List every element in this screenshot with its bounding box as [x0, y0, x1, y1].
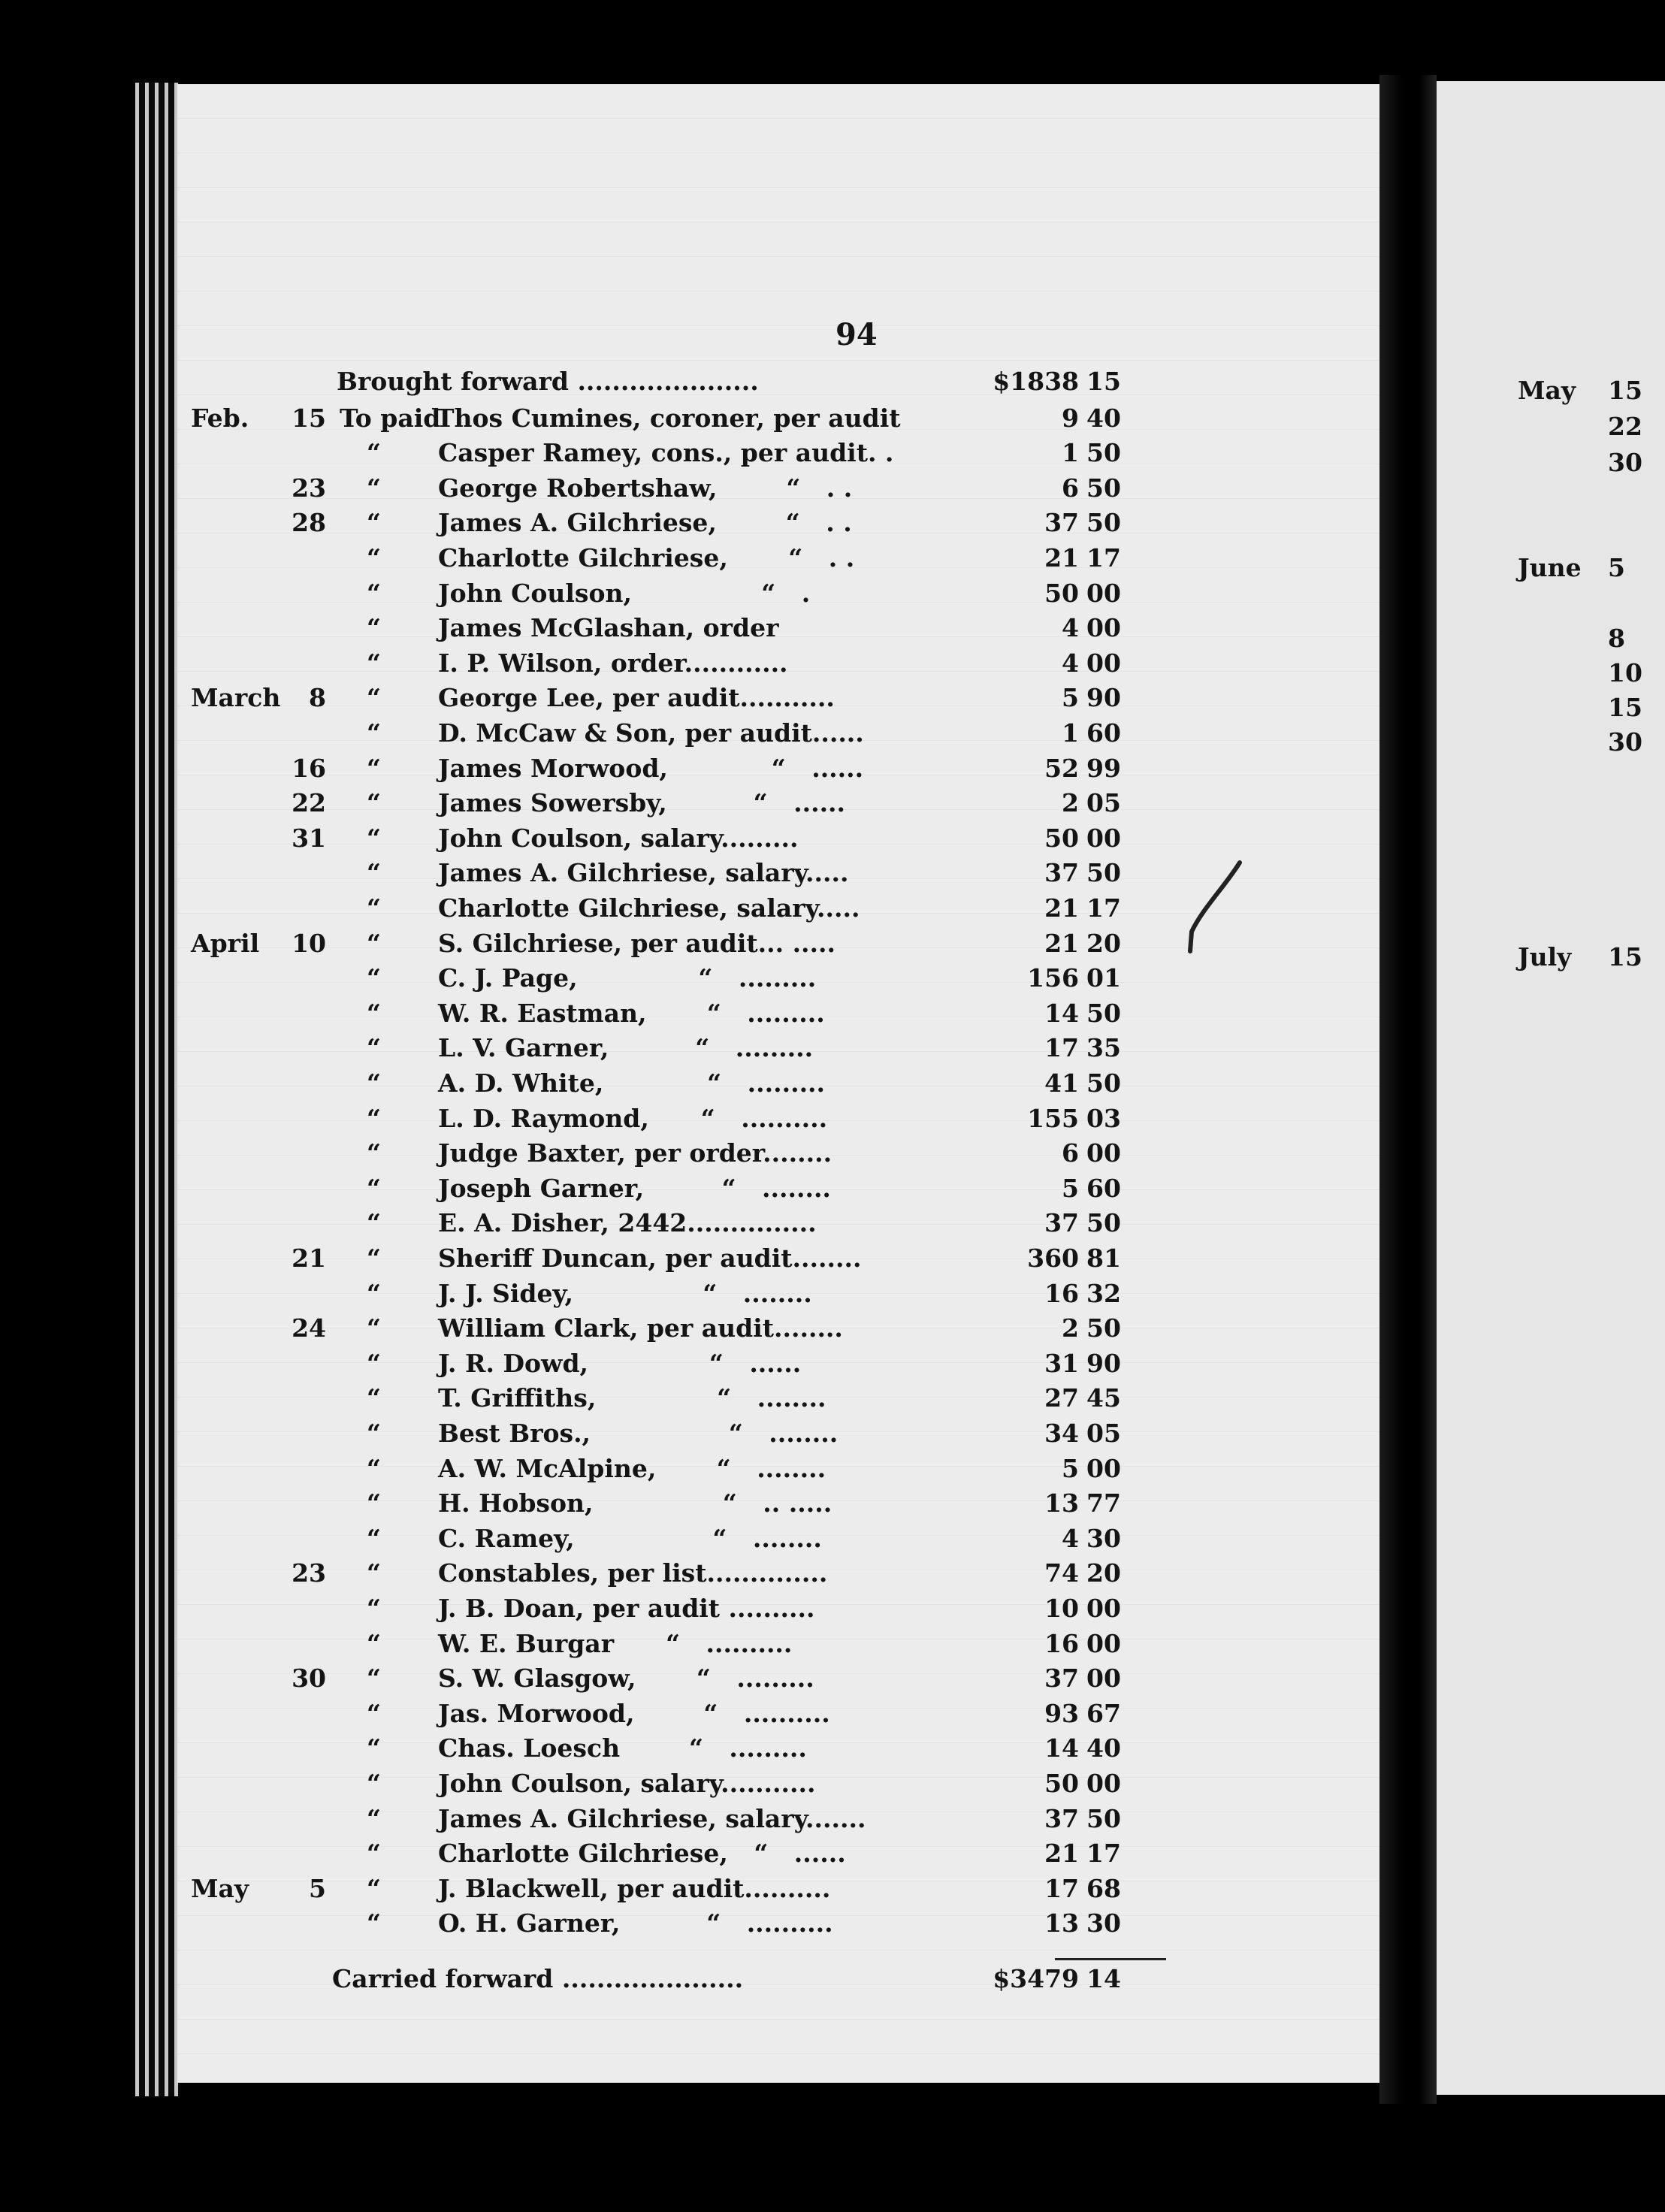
ledger-row: [0, 508, 1202, 542]
entry-cents: 40: [1086, 1733, 1121, 1763]
pen-mark: [1180, 857, 1247, 954]
ledger-row: [0, 788, 1202, 823]
ditto-mark: “: [367, 543, 381, 573]
entry-description: E. A. Disher, 2442...............: [438, 1208, 817, 1238]
entry-description: James McGlashan, order: [438, 613, 779, 643]
ditto-mark: “: [367, 1243, 381, 1273]
ditto-mark: “: [367, 1769, 381, 1798]
carried-forward-dollars: $3479: [993, 1964, 1079, 1993]
ditto-mark: “: [367, 928, 381, 958]
entry-dollars: 5: [1062, 1173, 1079, 1203]
entry-cents: 30: [1086, 1908, 1121, 1939]
entry-description: Best Bros., “ ........: [438, 1419, 839, 1448]
ditto-mark: “: [367, 473, 381, 503]
entry-cents: 01: [1086, 963, 1121, 993]
ledger-row: [0, 1629, 1202, 1664]
entry-description: W. R. Eastman, “ .........: [438, 998, 825, 1028]
entry-cents: 35: [1086, 1033, 1121, 1063]
ditto-mark: “: [367, 1839, 381, 1869]
entry-dollars: 37: [1044, 1208, 1079, 1238]
entry-cents: 45: [1086, 1383, 1121, 1413]
entry-dollars: 52: [1044, 753, 1079, 783]
entry-cents: 68: [1086, 1873, 1121, 1903]
entry-month: Feb.: [191, 403, 249, 433]
ledger-row: [0, 1454, 1202, 1488]
ledger-row: [0, 1279, 1202, 1313]
entry-description: William Clark, per audit........: [438, 1313, 843, 1343]
ledger-row: [0, 683, 1202, 718]
entry-day: 28: [292, 508, 326, 538]
ledger-row: [0, 823, 1202, 858]
ledger-row: [0, 1138, 1202, 1173]
entry-description: J. B. Doan, per audit ..........: [438, 1594, 815, 1623]
ditto-mark: “: [367, 1103, 381, 1133]
ditto-mark: “: [367, 718, 381, 748]
entry-dollars: 50: [1044, 823, 1079, 853]
entry-dollars: 16: [1044, 1628, 1079, 1658]
facing-day: 30: [1608, 727, 1642, 757]
ledger-row: [0, 963, 1202, 998]
entry-description: H. Hobson, “ .. .....: [438, 1488, 832, 1518]
entry-description: John Coulson, salary.........: [438, 823, 799, 853]
entry-cents: 30: [1086, 1523, 1121, 1553]
entry-dollars: 93: [1044, 1698, 1079, 1728]
entry-description: John Coulson, salary...........: [438, 1769, 816, 1798]
entry-cents: 00: [1086, 578, 1121, 608]
entry-cents: 17: [1086, 893, 1121, 923]
entry-description: James Morwood, “ ......: [438, 753, 864, 783]
entry-day: 8: [309, 683, 326, 713]
ditto-mark: “: [367, 1628, 381, 1658]
entry-dollars: 13: [1044, 1488, 1079, 1518]
entry-description: T. Griffiths, “ ........: [438, 1383, 826, 1413]
facing-day: 5: [1608, 553, 1625, 582]
entry-cents: 50: [1086, 1068, 1121, 1098]
entry-description: A. W. McAlpine, “ ........: [438, 1453, 826, 1483]
entry-cents: 50: [1086, 858, 1121, 888]
entry-day: 31: [292, 823, 326, 853]
entry-dollars: 14: [1044, 1733, 1079, 1763]
entry-dollars: 4: [1062, 648, 1079, 678]
entry-cents: 50: [1086, 998, 1121, 1028]
entry-cents: 00: [1086, 648, 1121, 678]
entry-description: I. P. Wilson, order............: [438, 648, 788, 678]
ledger-row: [0, 1383, 1202, 1418]
entry-description: George Robertshaw, “ . .: [438, 473, 853, 503]
ledger-row: [0, 438, 1202, 473]
entry-dollars: 50: [1044, 578, 1079, 608]
entry-day: 16: [292, 753, 326, 783]
entry-dollars: 5: [1062, 683, 1079, 713]
carried-forward-label: [332, 1964, 743, 1993]
entry-day: 24: [292, 1313, 326, 1343]
ledger-row: [0, 1243, 1202, 1278]
entry-cents: 50: [1086, 1313, 1121, 1343]
brought-forward-cents: 15: [1086, 367, 1121, 396]
entry-cents: 00: [1086, 1769, 1121, 1798]
entry-description: John Coulson, “ .: [438, 578, 811, 608]
ledger-row: [0, 754, 1202, 788]
entry-description: Jas. Morwood, “ ..........: [438, 1698, 830, 1728]
entry-dollars: 21: [1044, 543, 1079, 573]
facing-day: 15: [1608, 942, 1642, 972]
entry-description: L. D. Raymond, “ ..........: [438, 1103, 828, 1133]
ditto-mark: “: [367, 1278, 381, 1308]
entry-description: L. V. Garner, “ .........: [438, 1033, 814, 1063]
entry-description: C. J. Page, “ .........: [438, 963, 817, 993]
entry-dollars: 360: [1027, 1243, 1079, 1273]
entry-day: 23: [292, 1558, 326, 1588]
entry-description: O. H. Garner, “ ..........: [438, 1908, 833, 1939]
entry-dollars: 50: [1044, 1769, 1079, 1798]
entry-description: James A. Gilchriese, salary.....: [438, 858, 849, 888]
ditto-mark: “: [367, 648, 381, 678]
ledger-row: [0, 893, 1202, 928]
entry-cents: 20: [1086, 1558, 1121, 1588]
ditto-mark: “: [367, 683, 381, 713]
ledger-row: [0, 999, 1202, 1033]
entry-description: Charlotte Gilchriese, salary.....: [438, 893, 860, 923]
ditto-mark: “: [367, 1558, 381, 1588]
ledger-row: [0, 1558, 1202, 1593]
entry-cents: 50: [1086, 1208, 1121, 1238]
entry-dollars: 21: [1044, 893, 1079, 923]
entry-description: S. Gilchriese, per audit... .....: [438, 928, 836, 958]
entry-cents: 00: [1086, 1594, 1121, 1623]
entry-dollars: 13: [1044, 1908, 1079, 1939]
facing-day: 15: [1608, 693, 1642, 722]
ledger-row: [0, 648, 1202, 683]
entry-dollars: 14: [1044, 998, 1079, 1028]
ledger-row: [0, 1733, 1202, 1768]
ledger-row: [0, 1488, 1202, 1523]
entry-cents: 60: [1086, 718, 1121, 748]
ditto-mark: “: [367, 613, 381, 643]
ditto-mark: “: [367, 1488, 381, 1518]
entry-cents: 00: [1086, 1453, 1121, 1483]
brought-forward-label: [337, 367, 759, 396]
entry-dollars: 37: [1044, 1664, 1079, 1694]
brought-forward-text: Brought forward: [337, 367, 569, 396]
facing-day: 30: [1608, 448, 1642, 477]
ditto-mark: “: [367, 1873, 381, 1903]
ditto-mark: “: [367, 1698, 381, 1728]
ledger-row: [0, 1908, 1202, 1943]
entry-description: Chas. Loesch “ .........: [438, 1733, 807, 1763]
entry-cents: 90: [1086, 1348, 1121, 1378]
ledger-row: [0, 1174, 1202, 1208]
entry-dollars: 156: [1027, 963, 1079, 993]
entry-dollars: 41: [1044, 1068, 1079, 1098]
entry-dollars: 74: [1044, 1558, 1079, 1588]
entry-cents: 50: [1086, 1803, 1121, 1833]
entry-description: D. McCaw & Son, per audit......: [438, 718, 864, 748]
entry-cents: 77: [1086, 1488, 1121, 1518]
entry-dollars: 10: [1044, 1594, 1079, 1623]
entry-description: W. E. Burgar “ ..........: [438, 1628, 793, 1658]
total-rule: [1055, 1958, 1166, 1960]
facing-month: May: [1518, 376, 1576, 405]
entry-day: 30: [292, 1664, 326, 1694]
ledger-row: [0, 1664, 1202, 1698]
entry-description: J. R. Dowd, “ ......: [438, 1348, 802, 1378]
entry-dollars: 16: [1044, 1278, 1079, 1308]
entry-description: Constables, per list..............: [438, 1558, 828, 1588]
entry-description: J. J. Sidey, “ ........: [438, 1278, 812, 1308]
entry-cents: 17: [1086, 543, 1121, 573]
brought-forward-dollars: $1838: [993, 367, 1079, 396]
ditto-mark: “: [367, 1068, 381, 1098]
ledger-row: [0, 1524, 1202, 1558]
entry-dollars: 27: [1044, 1383, 1079, 1413]
carried-forward-cents: 14: [1086, 1964, 1121, 1993]
ditto-mark: “: [367, 1348, 381, 1378]
entry-cents: 99: [1086, 753, 1121, 783]
ditto-mark: “: [367, 963, 381, 993]
ledger-row: [0, 1208, 1202, 1243]
ditto-mark: “: [367, 1173, 381, 1203]
ditto-mark: “: [367, 823, 381, 853]
entry-cents: 90: [1086, 683, 1121, 713]
entry-description: Sheriff Duncan, per audit........: [438, 1243, 862, 1273]
entry-dollars: 6: [1062, 1138, 1079, 1168]
ditto-mark: “: [367, 753, 381, 783]
ledger-row: [0, 543, 1202, 578]
entry-dollars: 17: [1044, 1033, 1079, 1063]
entry-dollars: 6: [1062, 473, 1079, 503]
entry-dollars: 2: [1062, 1313, 1079, 1343]
ledger-row: [0, 1699, 1202, 1733]
ditto-mark: “: [367, 1313, 381, 1343]
entry-day: 10: [292, 928, 326, 958]
ditto-mark: “: [367, 1908, 381, 1939]
ditto-mark: “: [367, 998, 381, 1028]
entry-cents: 32: [1086, 1278, 1121, 1308]
entry-cents: 05: [1086, 788, 1121, 818]
entry-cents: 00: [1086, 1628, 1121, 1658]
entry-dollars: 1: [1062, 438, 1079, 468]
carried-forward-row: [0, 1964, 1202, 1999]
ditto-mark: “: [367, 1803, 381, 1833]
entry-cents: 17: [1086, 1839, 1121, 1869]
ledger-row: [0, 579, 1202, 613]
entry-description: Joseph Garner, “ ........: [438, 1173, 831, 1203]
ledger-row: [0, 1068, 1202, 1103]
entry-cents: 40: [1086, 403, 1121, 433]
entry-description: James Sowersby, “ ......: [438, 788, 846, 818]
entry-description: J. Blackwell, per audit..........: [438, 1873, 831, 1903]
entry-cents: 03: [1086, 1103, 1121, 1133]
ditto-mark: “: [367, 1383, 381, 1413]
ledger-row: [0, 1033, 1202, 1068]
ledger-row: [0, 1104, 1202, 1138]
entry-description: S. W. Glasgow, “ .........: [438, 1664, 814, 1694]
brought-forward-leader: .....................: [577, 367, 759, 396]
entry-cents: 20: [1086, 928, 1121, 958]
entry-day: 21: [292, 1243, 326, 1273]
entry-month: April: [191, 928, 260, 958]
entry-cents: 50: [1086, 438, 1121, 468]
entry-cents: 00: [1086, 1138, 1121, 1168]
ditto-mark: “: [367, 1594, 381, 1623]
ledger-row: [0, 1349, 1202, 1383]
entry-description: James A. Gilchriese, “ . .: [438, 508, 852, 538]
entry-cents: 00: [1086, 823, 1121, 853]
entry-description: Thos Cumines, coroner, per audit: [436, 403, 901, 433]
ditto-mark: “: [367, 893, 381, 923]
entry-day: 5: [309, 1873, 326, 1903]
entry-description: Casper Ramey, cons., per audit. .: [438, 438, 894, 468]
entry-dollars: 1: [1062, 718, 1079, 748]
facing-day: 22: [1608, 412, 1642, 441]
entry-dollars: 5: [1062, 1453, 1079, 1483]
facing-day: 10: [1608, 658, 1642, 687]
entry-description: Charlotte Gilchriese, “ ......: [438, 1839, 846, 1869]
facing-month: July: [1518, 942, 1572, 972]
entry-cents: 50: [1086, 473, 1121, 503]
ditto-mark: “: [367, 1523, 381, 1553]
entry-month: May: [191, 1873, 249, 1903]
entry-dollars: 2: [1062, 788, 1079, 818]
ledger-row: [0, 1594, 1202, 1628]
entry-dollars: 21: [1044, 1839, 1079, 1869]
entry-dollars: 155: [1027, 1103, 1079, 1133]
carried-forward-text: Carried forward: [332, 1964, 554, 1993]
entry-dollars: 4: [1062, 613, 1079, 643]
book-gutter: [1379, 75, 1437, 2104]
entry-description: C. Ramey, “ ........: [438, 1523, 822, 1553]
ledger-row: [0, 613, 1202, 648]
entry-cents: 05: [1086, 1419, 1121, 1448]
ledger-row: [0, 403, 1202, 438]
entry-cents: 81: [1086, 1243, 1121, 1273]
entry-month: March: [191, 683, 281, 713]
ledger-row: [0, 1769, 1202, 1803]
entry-dollars: 9: [1062, 403, 1079, 433]
entry-cents: 00: [1086, 1664, 1121, 1694]
ledger-row: [0, 473, 1202, 508]
ditto-mark: “: [367, 1419, 381, 1448]
ledger-row: [0, 1839, 1202, 1873]
entry-cents: 67: [1086, 1698, 1121, 1728]
entry-day: 22: [292, 788, 326, 818]
entry-cents: 60: [1086, 1173, 1121, 1203]
ledger-row: [0, 858, 1202, 893]
ditto-mark: “: [367, 508, 381, 538]
entry-day: 23: [292, 473, 326, 503]
brought-forward-row: [0, 367, 1202, 401]
entry-description: George Lee, per audit...........: [438, 683, 835, 713]
entry-dollars: 37: [1044, 1803, 1079, 1833]
facing-day: 8: [1608, 624, 1625, 653]
entry-dollars: 37: [1044, 508, 1079, 538]
entry-dollars: 31: [1044, 1348, 1079, 1378]
entry-day: 15: [292, 403, 326, 433]
carried-forward-leader: .....................: [561, 1964, 744, 1993]
entry-description: James A. Gilchriese, salary.......: [438, 1803, 866, 1833]
ditto-mark: “: [367, 1664, 381, 1694]
ditto-mark: “: [367, 578, 381, 608]
ditto-mark: “: [367, 1208, 381, 1238]
entry-dollars: 4: [1062, 1523, 1079, 1553]
ledger-row: [0, 929, 1202, 963]
ditto-mark: “: [367, 438, 381, 468]
ledger-row: [0, 1874, 1202, 1908]
entry-description: Charlotte Gilchriese, “ . .: [438, 543, 855, 573]
entry-dollars: 21: [1044, 928, 1079, 958]
ledger-row: [0, 718, 1202, 753]
ledger-row: [0, 1804, 1202, 1839]
ditto-mark: “: [367, 1138, 381, 1168]
ditto-mark: To paid: [340, 403, 441, 433]
ditto-mark: “: [367, 1453, 381, 1483]
entry-cents: 00: [1086, 613, 1121, 643]
entry-description: Judge Baxter, per order........: [438, 1138, 832, 1168]
ditto-mark: “: [367, 1033, 381, 1063]
entry-cents: 50: [1086, 508, 1121, 538]
ditto-mark: “: [367, 1733, 381, 1763]
facing-month: June: [1518, 553, 1582, 582]
ditto-mark: “: [367, 858, 381, 888]
facing-day: 15: [1608, 376, 1642, 405]
entry-dollars: 34: [1044, 1419, 1079, 1448]
ledger-row: [0, 1419, 1202, 1453]
ledger-row: [0, 1313, 1202, 1348]
entry-dollars: 17: [1044, 1873, 1079, 1903]
entry-description: A. D. White, “ .........: [438, 1068, 826, 1098]
entry-dollars: 37: [1044, 858, 1079, 888]
page-number: 94: [836, 317, 878, 352]
ditto-mark: “: [367, 788, 381, 818]
